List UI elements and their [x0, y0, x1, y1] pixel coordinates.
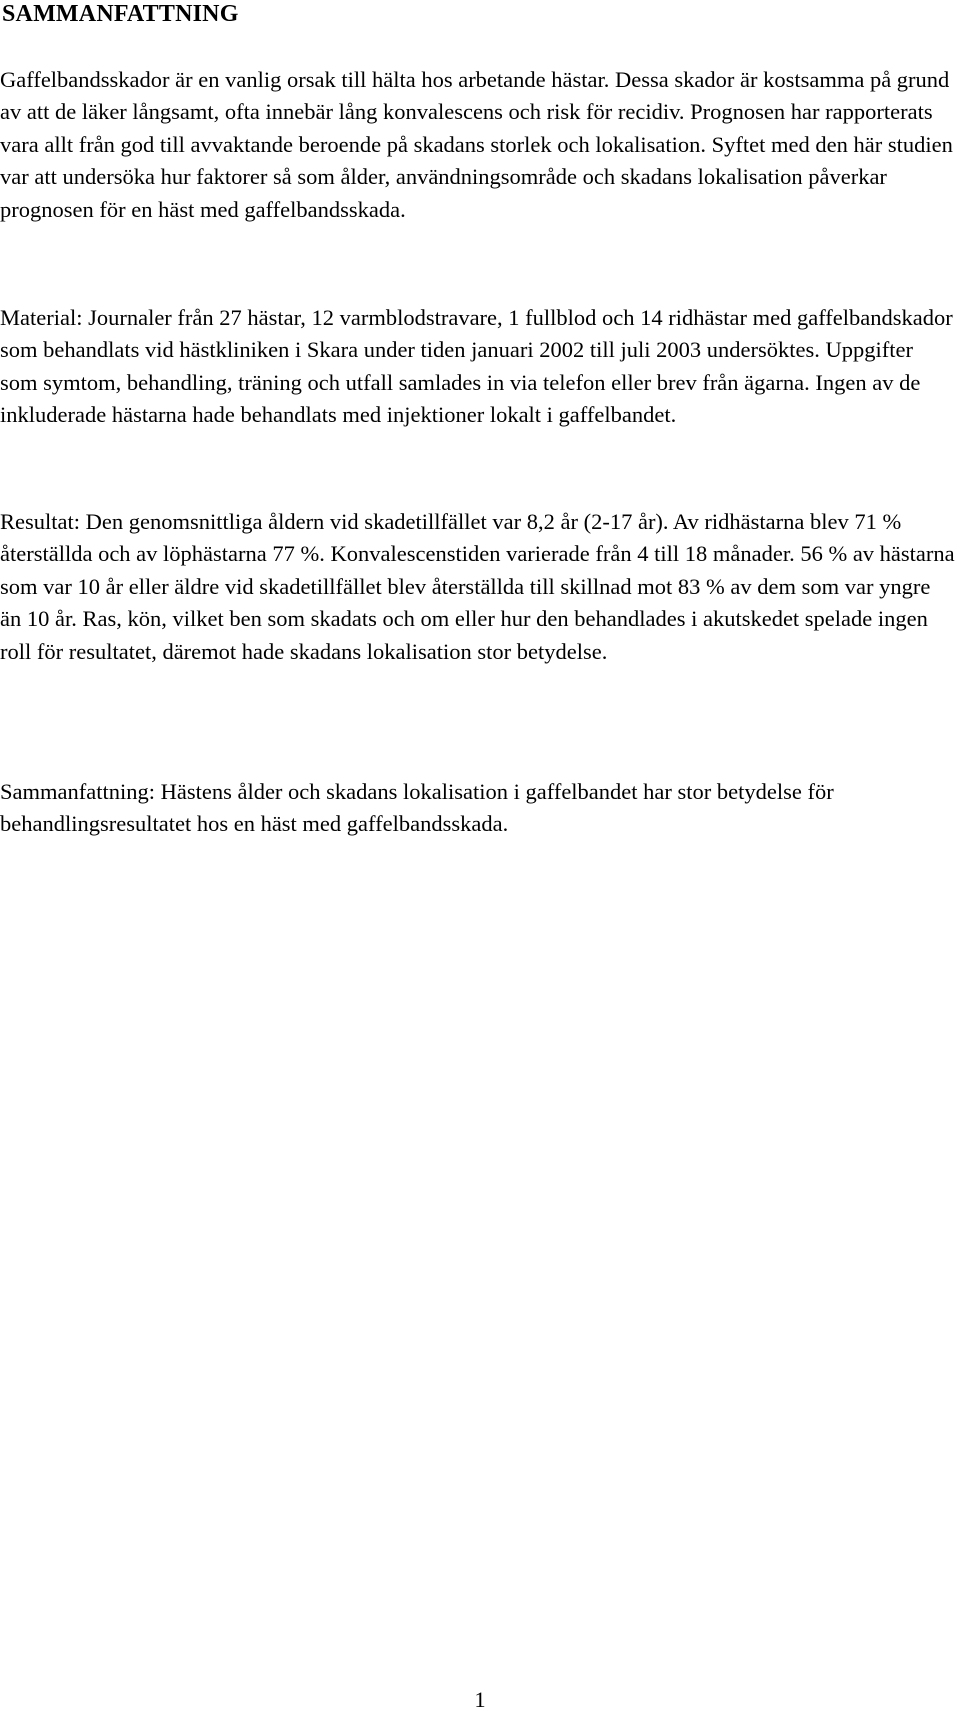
summary-paragraph: Sammanfattning: Hästens ålder och skadans lokalisation i gaffelbandet har stor betydelse för behandlingsresultatet hos en häst med gaffelbandsskada. [0, 779, 834, 837]
material-paragraph: Material: Journaler från 27 hästar, 12 varmblodstravare, 1 fullblod och 14 ridhästar med gaffelbandskador som behandlats vid hästkliniken i Skara under tiden januari 2002 till juli 2003 undersöktes. Uppgifter som symtom, behandling, träning och utfall samlades in via telefon eller brev från ägarna. Ingen av de inkluderade hästarna hade behandlats med injektioner lokalt i gaffelbandet. [0, 305, 953, 428]
intro-paragraph: Gaffelbandsskador är en vanlig orsak till hälta hos arbetande hästar. Dessa skador är kostsamma på grund av att de läker långsamt, ofta innebär lång konvalescens och risk för recidiv. Prognosen har rapporterats vara allt från god till avvaktande beroende på skadans storlek och lokalisation. Syftet med den här studien var att undersöka hur faktorer så som ålder, användningsområde och skadans lokalisation påverkar prognosen för en häst med gaffelbandsskada. [0, 67, 953, 222]
page-number: 1 [474, 1687, 486, 1712]
results-paragraph: Resultat: Den genomsnittliga åldern vid skadetillfället var 8,2 år (2-17 år). Av ridhästarna blev 71 % återställda och av löphästarna 77 %. Konvalescenstiden varierade från 4 till 18 månader. 56 % av hästarna som var 10 år eller äldre vid skadetillfället blev återställda till skillnad mot 83 % av dem som var yngre än 10 år. Ras, kön, vilket ben som skadats och om eller hur den behandlades i akutskedet spelade ingen roll för resultatet, däremot hade skadans lokalisation stor betydelse. [0, 509, 955, 664]
page-title: SAMMANFATTNING [2, 1, 239, 27]
